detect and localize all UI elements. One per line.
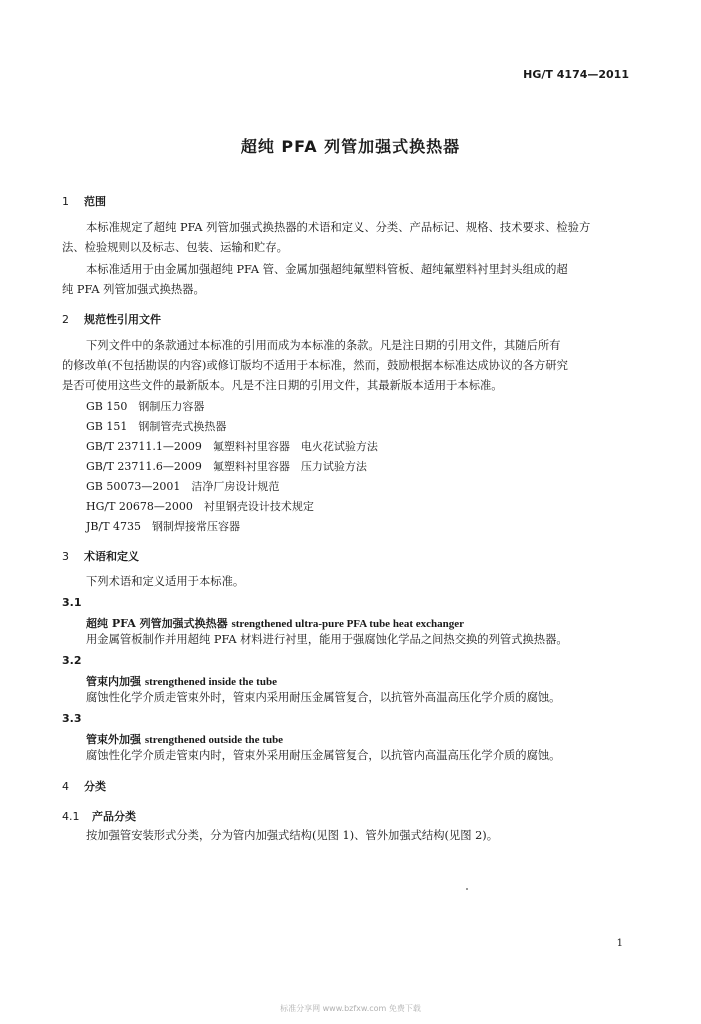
reference-code: GB 50073—2001 bbox=[86, 480, 181, 493]
reference-title: 氟塑料衬里容器 电火花试验方法 bbox=[212, 440, 378, 453]
subsection-title: 产品分类 bbox=[92, 810, 136, 823]
reference-code: GB/T 23711.6—2009 bbox=[86, 460, 202, 473]
paragraph-line: 按加强管安装形式分类，分为管内加强式结构(见图 1)、管外加强式结构(见图 2)。 bbox=[86, 829, 498, 842]
term-definition: 腐蚀性化学介质走管束内时，管束外采用耐压金属管复合，以抗管内高温高压化学介质的腐蚀。 bbox=[86, 749, 561, 762]
section-title: 规范性引用文件 bbox=[84, 313, 161, 326]
subsection-4-1-heading bbox=[62, 808, 136, 824]
term-title bbox=[86, 615, 464, 631]
term-zh: 管束外加强 bbox=[86, 733, 141, 746]
reference-code: GB/T 23711.1—2009 bbox=[86, 440, 202, 453]
reference-item bbox=[86, 398, 204, 414]
paragraph-line: 法、检验规则以及标志、包装、运输和贮存。 bbox=[62, 241, 288, 254]
paragraph-line: 纯 PFA 列管加强式换热器。 bbox=[62, 283, 205, 296]
reference-title: 钢制焊接常压容器 bbox=[152, 520, 241, 533]
section-1-heading bbox=[62, 193, 106, 209]
section-4-heading bbox=[62, 778, 106, 794]
term-number: 3.1 bbox=[62, 596, 82, 609]
section-number: 1 bbox=[62, 195, 69, 208]
watermark-footer: 标准分享网 www.bzfxw.com 免费下载 bbox=[280, 1004, 421, 1013]
term-zh: 管束内加强 bbox=[86, 675, 141, 688]
paragraph-line: 本标准适用于由金属加强超纯 PFA 管、金属加强超纯氟塑料管板、超纯氟塑料衬里封头组成的超 bbox=[86, 263, 568, 276]
section-number: 4 bbox=[62, 780, 69, 793]
term-definition: 用金属管板制作并用超纯 PFA 材料进行衬里，能用于强腐蚀化学品之间热交换的列管式换热器。 bbox=[86, 633, 568, 646]
reference-code: GB 151 bbox=[86, 420, 128, 433]
reference-code: JB/T 4735 bbox=[86, 520, 142, 533]
term-number: 3.2 bbox=[62, 654, 82, 667]
reference-title: 衬里钢壳设计技术规定 bbox=[203, 500, 314, 513]
page-number: 1 bbox=[616, 938, 623, 949]
reference-code: GB 150 bbox=[86, 400, 128, 413]
section-3-heading bbox=[62, 548, 139, 564]
document-title: 超纯 PFA 列管加强式换热器 bbox=[240, 137, 461, 156]
paragraph-line: 是否可使用这些文件的最新版本。凡是不注日期的引用文件，其最新版本适用于本标准。 bbox=[62, 379, 503, 392]
paragraph-line: 的修改单(不包括勘误的内容)或修订版均不适用于本标准，然而，鼓励根据本标准达成协议的各方研究 bbox=[62, 359, 568, 372]
section-2-heading bbox=[62, 311, 161, 327]
subsection-number: 4.1 bbox=[62, 810, 80, 823]
paragraph-line: 本标准规定了超纯 PFA 列管加强式换热器的术语和定义、分类、产品标记、规格、技术要求、检验方 bbox=[86, 221, 591, 234]
section-number: 2 bbox=[62, 313, 69, 326]
paragraph-line: 下列术语和定义适用于本标准。 bbox=[86, 575, 245, 588]
term-en: strengthened outside the tube bbox=[144, 734, 284, 746]
reference-item bbox=[86, 438, 378, 454]
reference-title: 洁净厂房设计规范 bbox=[191, 480, 280, 493]
reference-item bbox=[86, 458, 367, 474]
scan-speck bbox=[466, 888, 468, 890]
reference-item bbox=[86, 478, 279, 494]
reference-item bbox=[86, 418, 226, 434]
reference-item bbox=[86, 498, 314, 514]
section-title: 范围 bbox=[84, 195, 106, 208]
paragraph-line: 下列文件中的条款通过本标准的引用而成为本标准的条款。凡是注日期的引用文件，其随后所有 bbox=[86, 339, 561, 352]
standard-code: HG/T 4174—2011 bbox=[523, 68, 629, 81]
reference-item bbox=[86, 518, 240, 534]
section-title: 分类 bbox=[84, 780, 106, 793]
term-en: strengthened inside the tube bbox=[144, 676, 277, 688]
reference-code: HG/T 20678—2000 bbox=[86, 500, 193, 513]
term-en: strengthened ultra-pure PFA tube heat exchanger bbox=[231, 618, 464, 630]
term-title bbox=[86, 673, 277, 689]
section-number: 3 bbox=[62, 550, 69, 563]
section-title: 术语和定义 bbox=[84, 550, 139, 563]
reference-title: 钢制管壳式换热器 bbox=[138, 420, 227, 433]
term-title bbox=[86, 731, 283, 747]
term-number: 3.3 bbox=[62, 712, 82, 725]
reference-title: 氟塑料衬里容器 压力试验方法 bbox=[212, 460, 367, 473]
term-zh: 超纯 PFA 列管加强式换热器 bbox=[86, 617, 228, 630]
term-definition: 腐蚀性化学介质走管束外时，管束内采用耐压金属管复合，以抗管外高温高压化学介质的腐蚀。 bbox=[86, 691, 561, 704]
reference-title: 钢制压力容器 bbox=[138, 400, 205, 413]
